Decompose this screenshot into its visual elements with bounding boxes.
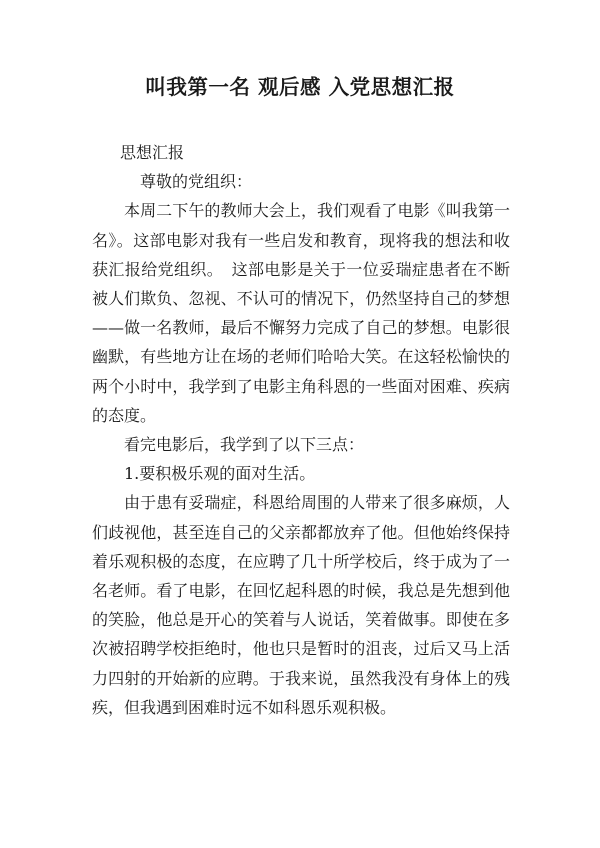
paragraph-lead: 看完电影后，我学到了以下三点： bbox=[124, 435, 365, 455]
paragraph-point-1-body: 由于患有妥瑞症，科恩给周围的人带来了很多麻烦，人们歧视他，甚至连自己的父亲都都放弃了他。但他始终保持着乐观积极的态度，在应聘了几十所学校后，终于成为了一名老师。看了电影，在回忆起科恩的时候，我总是先想到他的笑脸，他总是开心的笑着与人说话，笑着做事。即使在多次被招聘学校拒绝时，他也只是暂时的沮丧，过后又马上活力四射的开始新的应聘。于我来说，虽然我没有身体上的残疾，但我遇到困难时远不如科恩乐观积极。 bbox=[92, 493, 510, 717]
salutation: 尊敬的党组织： bbox=[140, 172, 253, 192]
paragraph-intro: 本周二下午的教师大会上，我们观看了电影《叫我第一名》。这部电影对我有一些启发和教育，现将我的想法和收获汇报给党组织。 这部电影是关于一位妥瑞症患者在不断被人们欺负、忽视、不认可的情况下，仍然坚持自己的梦想——做一名教师，最后不懈努力完成了自己的梦想。电影很幽默，有些地方让在场的老师们哈哈大笑。在这轻松愉快的两个小时中，我学到了电影主角科恩的一些面对困难、疾病的态度。 bbox=[92, 201, 510, 425]
section-label: 思想汇报 bbox=[120, 143, 185, 162]
paragraph-point-1: 1.要积极乐观的面对生活。 bbox=[124, 464, 316, 484]
document-body bbox=[92, 138, 510, 722]
document-title: 叫我第一名 观后感 入党思想汇报 bbox=[145, 75, 455, 99]
